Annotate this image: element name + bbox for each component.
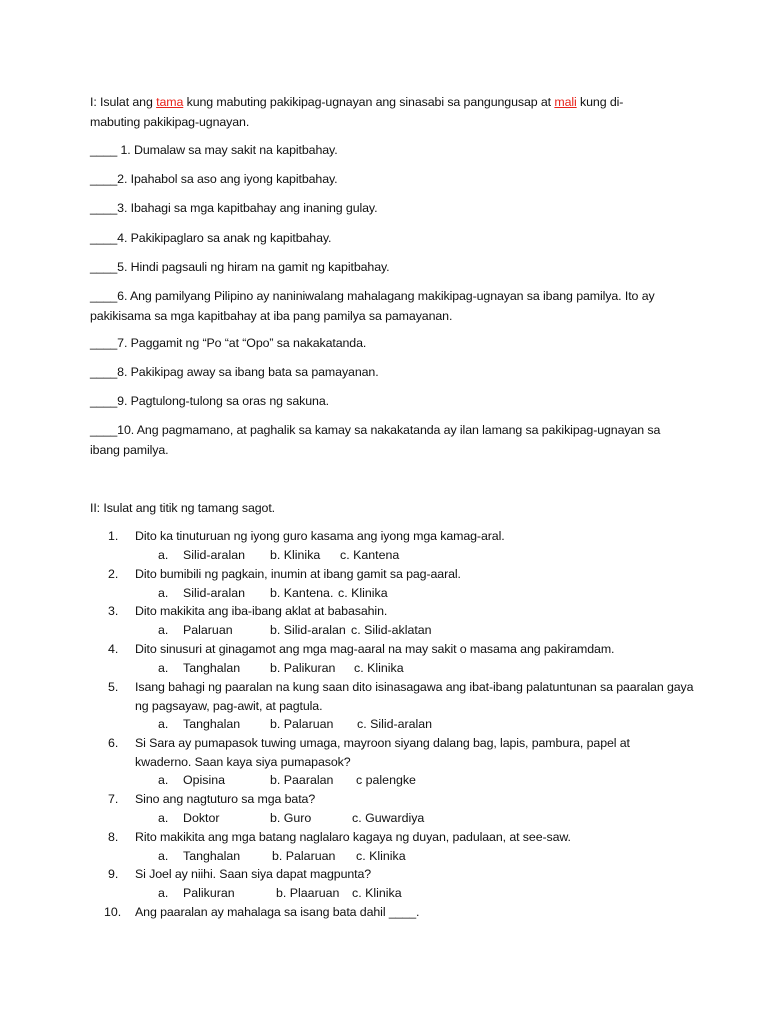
question-number: 1. (108, 529, 119, 543)
part1-instruction (90, 92, 650, 132)
choice-b: b. Silid-aralan (270, 623, 346, 637)
choice-a: Silid-aralan (183, 586, 245, 600)
choice-a: Opisina (183, 773, 226, 787)
choice-b: b. Palikuran (270, 661, 336, 675)
choice-letter: a. (158, 773, 169, 787)
question-text: Si Sara ay pumapasok tuwing umaga, mayroon siyang dalang bag, lapis, pambura, papel at kwaderno. Saan kaya siya pumapasok? (135, 736, 630, 769)
choice-c: c. Silid-aklatan (351, 623, 432, 637)
choice-a: Tanghalan (183, 661, 241, 675)
part1-item-10: ____10. Ang pagmamano, at paghalik sa kamay sa nakakatanda ay ilan lamang sa pakikipag-ugnayan sa ibang pamilya. (90, 423, 661, 457)
choice-letter: a. (158, 586, 169, 600)
instr-text-2: kung mabuting pakikipag-ugnayan ang sinasabi sa pangungusap at (183, 95, 555, 109)
part2-instruction: II: Isulat ang titik ng tamang sagot. (90, 501, 276, 515)
part1-item-8: ____8. Pakikipag away sa ibang bata sa pamayanan. (90, 365, 379, 379)
part1-item-5: ____5. Hindi pagsauli ng hiram na gamit ng kapitbahay. (90, 260, 390, 274)
choice-a: Doktor (183, 811, 220, 825)
choice-c: c. Kantena (340, 548, 400, 562)
question-number: 7. (108, 792, 119, 806)
question-text: Rito makikita ang mga batang naglalaro kagaya ng duyan, padulaan, at see-saw. (135, 830, 571, 844)
choice-b: b. Palaruan (272, 849, 336, 863)
choice-a: Palaruan (183, 623, 233, 637)
question-text: Dito bumibili ng pagkain, inumin at ibang gamit sa pag-aaral. (135, 567, 461, 581)
instr-text-1: I: Isulat ang (90, 95, 157, 109)
choice-c: c. Klinika (352, 886, 402, 900)
choice-letter: a. (158, 548, 169, 562)
question-text: Dito makikita ang iba-ibang aklat at babasahin. (135, 604, 388, 618)
part1-item-7: ____7. Paggamit ng “Po “at “Opo” sa nakakatanda. (90, 336, 367, 350)
question-number: 5. (108, 680, 119, 694)
part1-item-3: ____3. Ibahagi sa mga kapitbahay ang inaning gulay. (90, 201, 378, 215)
choice-b: b. Klinika (270, 548, 321, 562)
question-number: 3. (108, 604, 119, 618)
part1-item-1: ____ 1. Dumalaw sa may sakit na kapitbahay. (90, 143, 338, 157)
choice-b: b. Guro (270, 811, 312, 825)
question-text: Sino ang nagtuturo sa mga bata? (135, 792, 316, 806)
choice-letter: a. (158, 886, 169, 900)
question-text: Isang bahagi ng paaralan na kung saan dito isinasagawa ang ibat-ibang palatuntunan sa paaralan gaya ng pagsayaw, pag-awit, at pagtula. (135, 680, 694, 713)
question-text: Dito sinusuri at ginagamot ang mga mag-aaral na may sakit o masama ang pakiramdam. (135, 642, 615, 656)
question-number: 4. (108, 642, 119, 656)
question-text: Dito ka tinuturuan ng iyong guro kasama ang iyong mga kamag-aral. (135, 529, 505, 543)
question-text: Ang paaralan ay mahalaga sa isang bata dahil ____. (135, 905, 420, 919)
choice-a: Tanghalan (183, 717, 241, 731)
choice-b: b. Plaaruan (276, 886, 340, 900)
choice-letter: a. (158, 849, 169, 863)
choice-c: c. Silid-aralan (357, 717, 433, 731)
word-mali: mali (554, 95, 577, 109)
question-number: 10. (104, 905, 122, 919)
part1-item-9: ____9. Pagtulong-tulong sa oras ng sakuna. (90, 394, 329, 408)
choice-c: c. Klinika (356, 849, 406, 863)
choice-a: Silid-aralan (183, 548, 245, 562)
question-text: Si Joel ay niihi. Saan siya dapat magpunta? (135, 867, 372, 881)
choice-letter: a. (158, 623, 169, 637)
part1-item-4: ____4. Pakikipaglaro sa anak ng kapitbahay. (90, 231, 332, 245)
part1-item-2: ____2. Ipahabol sa aso ang iyong kapitbahay. (90, 172, 338, 186)
choice-b: b. Paaralan (270, 773, 334, 787)
choice-c: c palengke (356, 773, 416, 787)
choice-c: c. Klinika (338, 586, 388, 600)
choice-b: b. Palaruan (270, 717, 334, 731)
question-number: 9. (108, 867, 119, 881)
choice-letter: a. (158, 811, 169, 825)
question-number: 2. (108, 567, 119, 581)
part1-item-6: ____6. Ang pamilyang Pilipino ay naniniwalang mahalagang makikipag-ugnayan sa ibang pamilya. Ito ay pakikisama sa mga kapitbahay at iba pang pamilya sa pamayanan. (90, 289, 655, 323)
choice-c: c. Klinika (354, 661, 404, 675)
choice-c: c. Guwardiya (352, 811, 425, 825)
choice-a: Palikuran (183, 886, 235, 900)
word-tama: tama (156, 95, 184, 109)
question-number: 6. (108, 736, 119, 750)
question-number: 8. (108, 830, 119, 844)
choice-b: b. Kantena. (270, 586, 334, 600)
instr-text-3: kung di-mabuting pakikipag-ugnayan. (90, 95, 624, 129)
choice-a: Tanghalan (183, 849, 241, 863)
choice-letter: a. (158, 661, 169, 675)
choice-letter: a. (158, 717, 169, 731)
